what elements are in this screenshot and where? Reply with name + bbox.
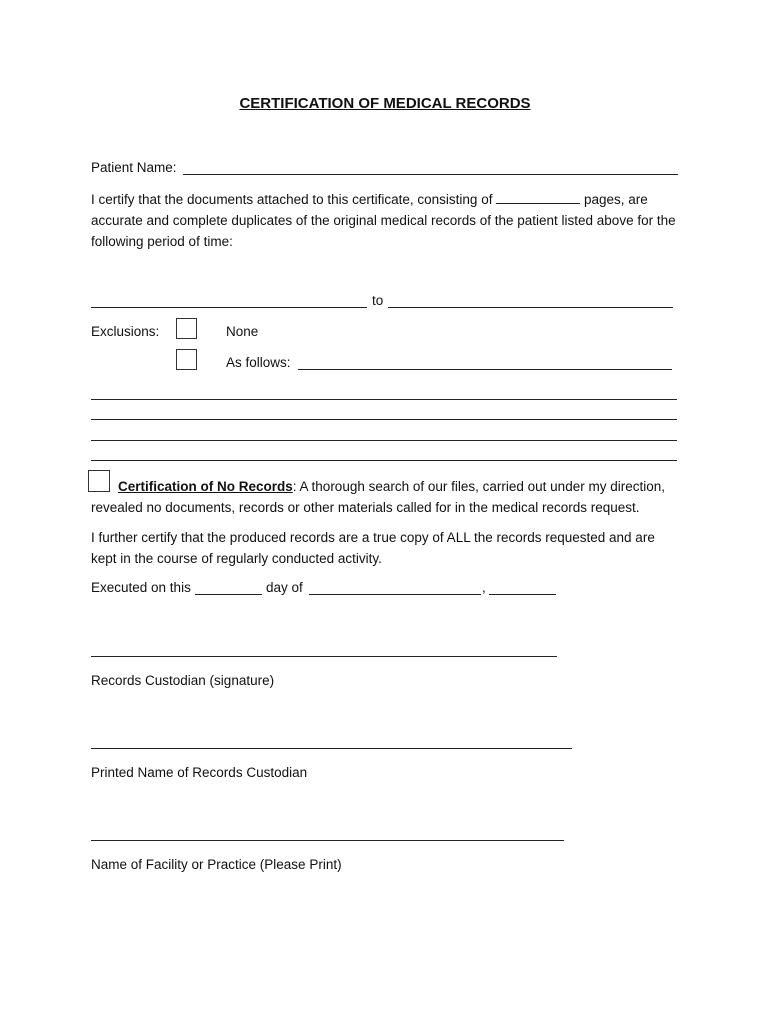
no-records-text: : A thorough search of our files, carried out under my direction, revealed no documents, records or other materials called for in the medical records request. <box>91 479 665 515</box>
facility-name-field[interactable] <box>91 840 564 841</box>
signature-label: Records Custodian (signature) <box>91 673 275 688</box>
to-label: to <box>372 293 384 308</box>
comma-separator: , <box>482 580 486 595</box>
executed-year-field[interactable] <box>489 594 556 595</box>
no-records-paragraph <box>91 476 681 518</box>
executed-day-field[interactable] <box>195 594 262 595</box>
period-start-field[interactable] <box>91 307 367 308</box>
as-follows-field[interactable] <box>298 369 672 370</box>
as-follows-label: As follows: <box>226 355 291 370</box>
exclusions-label: Exclusions: <box>91 324 160 339</box>
exclusion-detail-line[interactable] <box>91 419 677 420</box>
exclusion-detail-line[interactable] <box>91 440 677 441</box>
period-end-field[interactable] <box>388 307 673 308</box>
patient-name-label: Patient Name: <box>91 160 177 175</box>
executed-label: Executed on this <box>91 580 191 595</box>
exclusion-detail-line[interactable] <box>91 399 677 400</box>
further-certify-paragraph: I further certify that the produced records are a true copy of ALL the records requested and are kept in the course of regularly conducted activity. <box>91 530 655 566</box>
certify-paragraph <box>91 189 681 252</box>
page-count-field[interactable] <box>496 191 580 204</box>
printed-name-field[interactable] <box>91 748 572 749</box>
no-records-title: Certification of No Records <box>118 479 293 494</box>
document-title: CERTIFICATION OF MEDICAL RECORDS <box>239 95 531 112</box>
executed-month-field[interactable] <box>309 594 481 595</box>
certify-text-part2: pages, are accurate and complete duplicates of the original medical records of the patient listed above for the following period of time: <box>91 192 676 249</box>
exclusion-detail-line[interactable] <box>91 460 677 461</box>
none-checkbox[interactable] <box>176 318 197 339</box>
signature-field[interactable] <box>91 656 557 657</box>
day-of-label: day of <box>266 580 303 595</box>
as-follows-checkbox[interactable] <box>176 349 197 370</box>
patient-name-field[interactable] <box>183 174 678 175</box>
none-label: None <box>226 324 259 339</box>
printed-name-label: Printed Name of Records Custodian <box>91 765 308 780</box>
facility-label: Name of Facility or Practice (Please Print) <box>91 857 342 872</box>
certify-text-part1: I certify that the documents attached to this certificate, consisting of <box>91 192 493 207</box>
